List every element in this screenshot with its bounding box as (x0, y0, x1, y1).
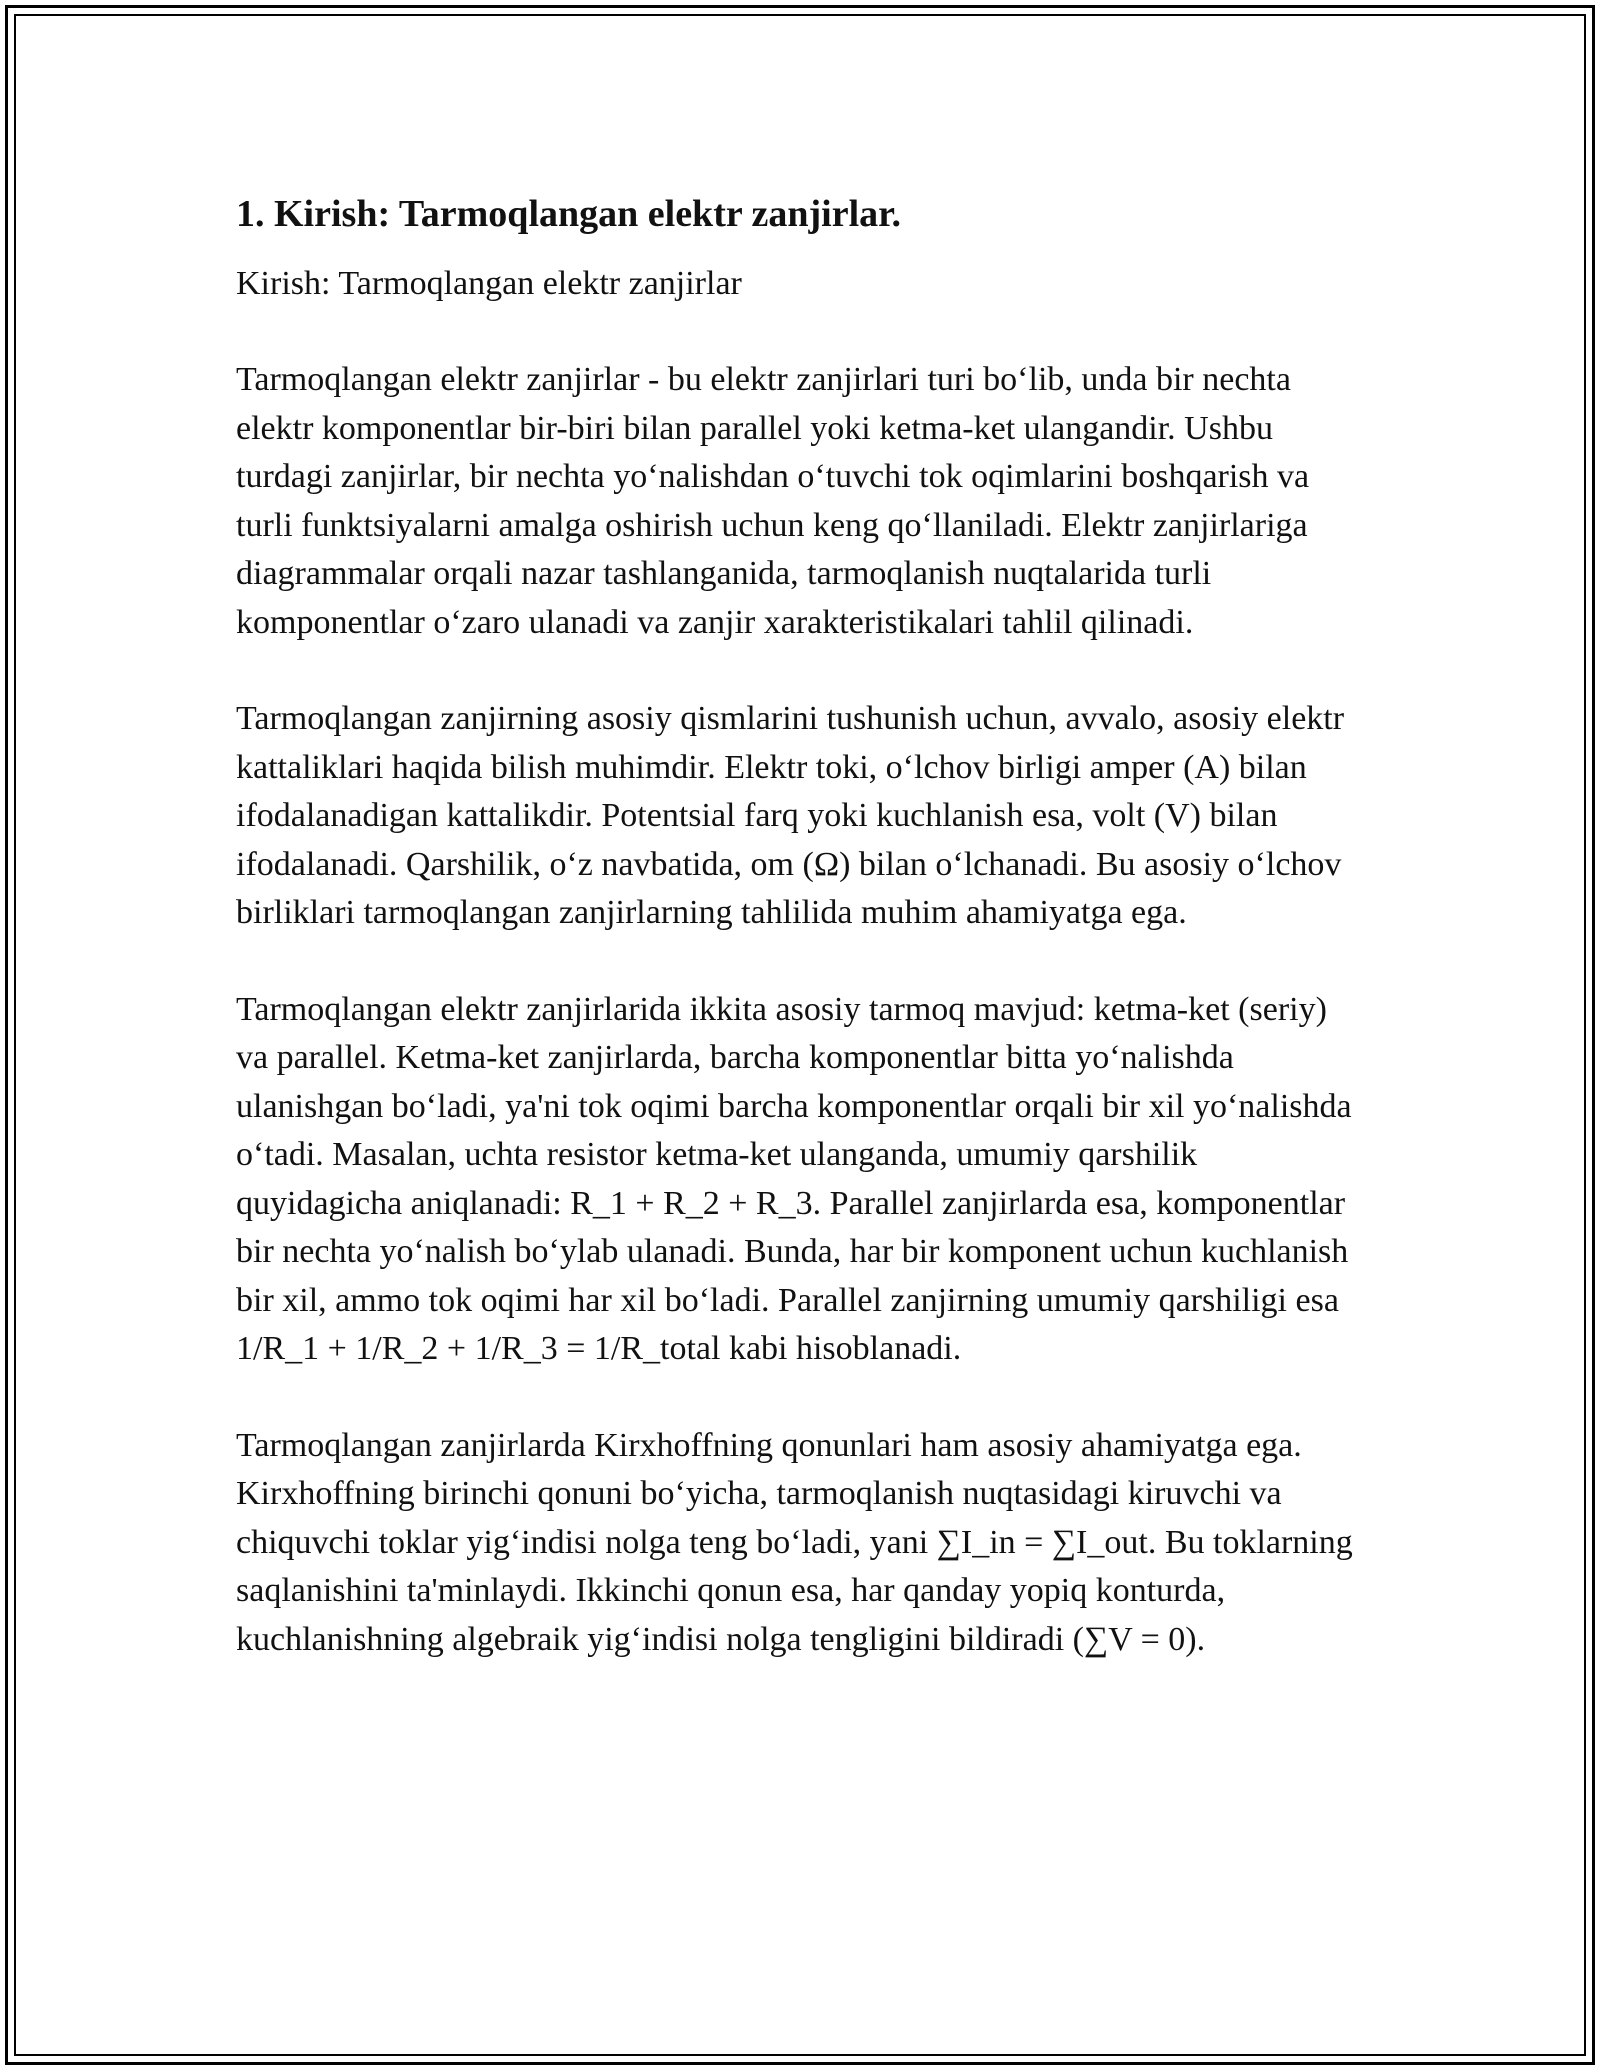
paragraph-kirchhoff: Tarmoqlangan zanjirlarda Kirxhoffning qonunlari ham asosiy ahamiyatga ega. Kirxhoffning birinchi qonuni bo‘yicha, tarmoqlanish nuqtasidagi kiruvchi va chiquvchi toklar yig‘indisi nolga teng bo‘ladi, yani ∑I_in = ∑I_out. Bu toklarning saqlanishini ta'minlaydi. Ikkinchi qonun esa, har qanday yopiq konturda, kuchlanishning algebraik yig‘indisi nolga tengligini bildiradi (∑V = 0). (236, 1426, 1353, 1658)
paragraph-units: Tarmoqlangan zanjirning asosiy qismlarini tushunish uchun, avvalo, asosiy elektr kattaliklari haqida bilish muhimdir. Elektr toki, o‘lchov birligi amper (A) bilan ifodalanadigan kattalikdir. Potentsial farq yoki kuchlanish esa, volt (V) bilan ifodalanadi. Qarshilik, o‘z navbatida, om (Ω) bilan o‘lchanadi. Bu asosiy o‘lchov birliklari tarmoqlangan zanjirlarning tahlilida muhim ahamiyatga ega. (236, 700, 1345, 931)
document-body (236, 188, 1366, 1664)
document-subtitle: Kirish: Tarmoqlangan elektr zanjirlar (236, 265, 742, 302)
paragraph-intro: Tarmoqlangan elektr zanjirlar - bu elektr zanjirlari turi bo‘lib, unda bir nechta elektr komponentlar bir-biri bilan parallel yoki ketma-ket ulangandir. Ushbu turdagi zanjirlar, bir nechta yo‘nalishdan o‘tuvchi tok oqimlarini boshqarish va turli funktsiyalarni amalga oshirish uchun keng qo‘llaniladi. Elektr zanjirlariga diagrammalar orqali nazar tashlanganida, tarmoqlanish nuqtalarida turli komponentlar o‘zaro ulanadi va zanjir xarakteristikalari tahlil qilinadi. (236, 361, 1310, 641)
document-title: 1. Kirish: Tarmoqlangan elektr zanjirlar. (236, 193, 902, 235)
paragraph-series-parallel: Tarmoqlangan elektr zanjirlarida ikkita asosiy tarmoq mavjud: ketma-ket (seriy) va parallel. Ketma-ket zanjirlarda, barcha komponentlar bitta yo‘nalishda ulanishgan bo‘ladi, ya'ni tok oqimi barcha komponentlar orqali bir xil yo‘nalishda o‘tadi. Masalan, uchta resistor ketma-ket ulanganda, umumiy qarshilik quyidagicha aniqlanadi: R_1 + R_2 + R_3. Parallel zanjirlarda esa, komponentlar bir nechta yo‘nalish bo‘ylab ulanadi. Bunda, har bir komponent uchun kuchlanish bir xil, ammo tok oqimi har xil bo‘ladi. Parallel zanjirning umumiy qarshiligi esa 1/R_1 + 1/R_2 + 1/R_3 = 1/R_total kabi hisoblanadi. (236, 990, 1352, 1367)
